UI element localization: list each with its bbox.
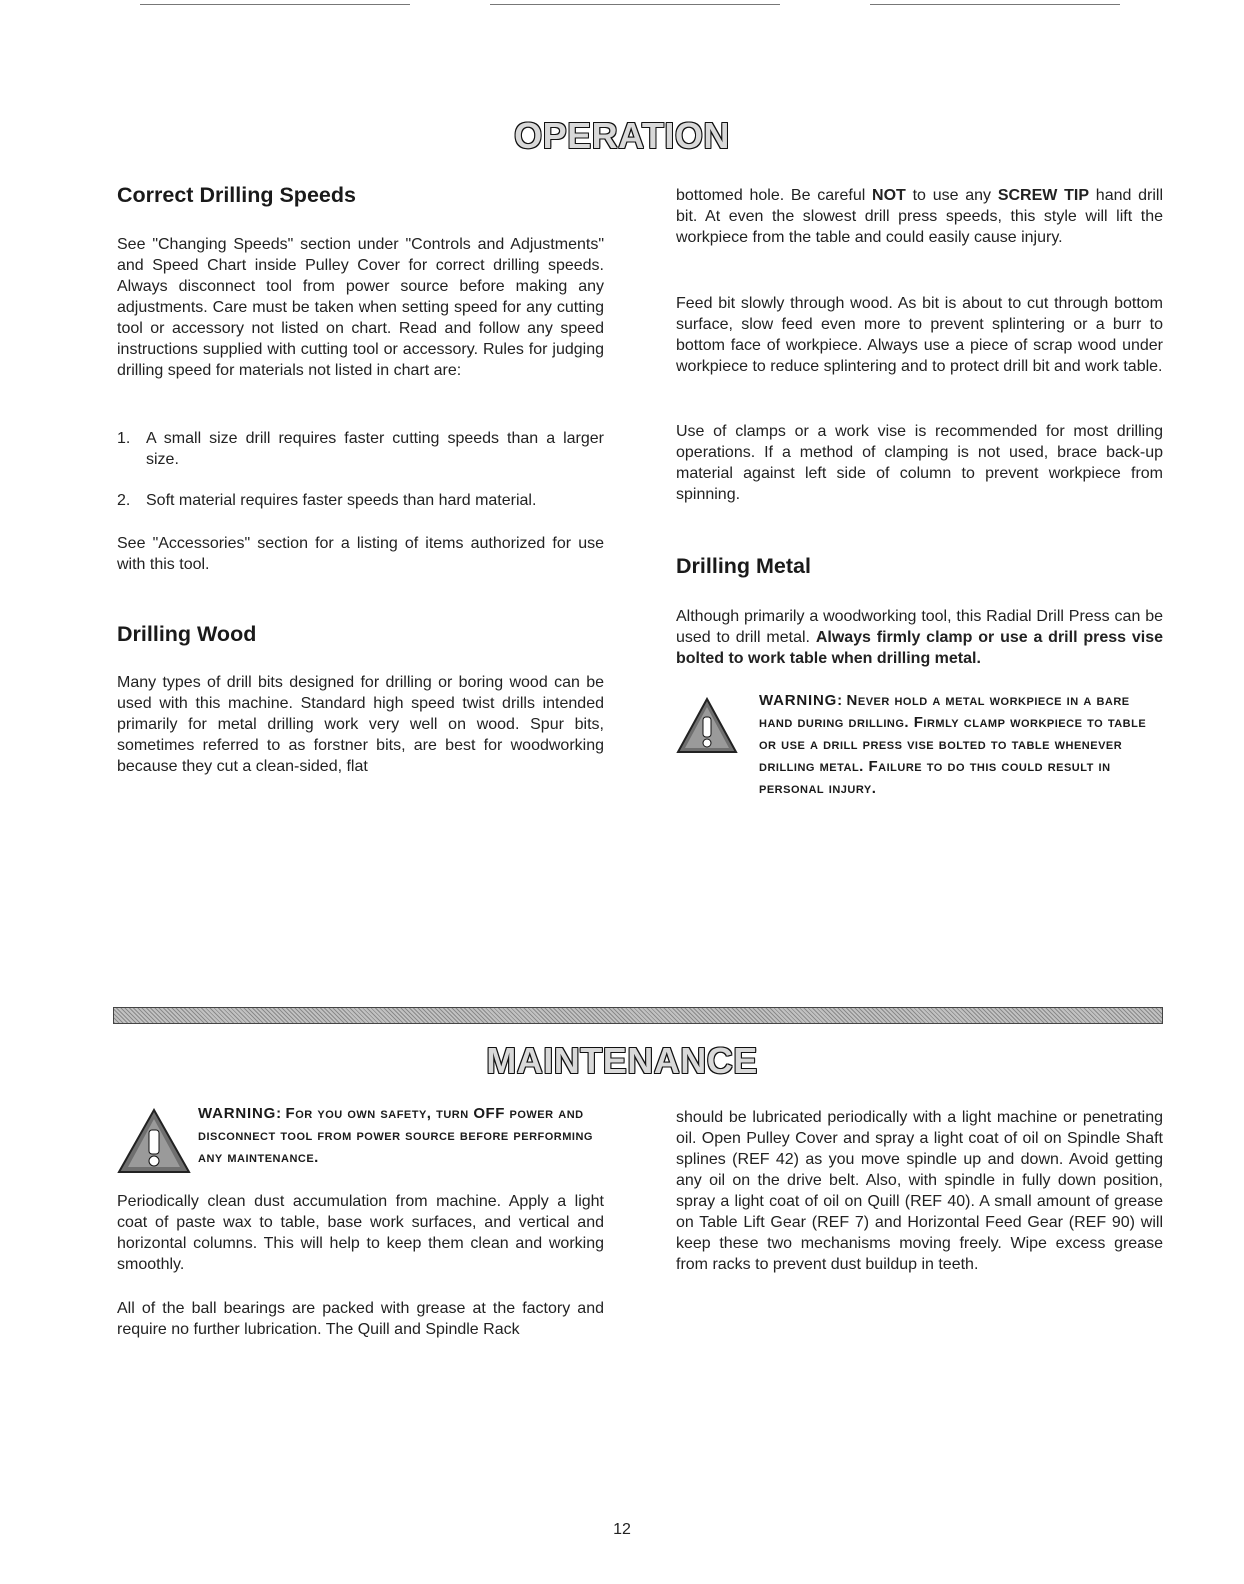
maintenance-p1: Periodically clean dust accumulation from machine. Apply a light coat of paste wax to table, base work surfaces, and vertical and horizontal columns. This will help to keep them clean and working smoothly. [117, 1193, 604, 1273]
maintenance-warning-text [198, 1103, 604, 1169]
speed-rule-number: 2. [117, 492, 131, 509]
scan-artifact-line [490, 4, 780, 5]
maintenance-p2: All of the ball bearings are packed with grease at the factory and require no further lubrication. The Quill and Spindle Rack [117, 1300, 604, 1338]
drilling-metal-p1 [676, 606, 1163, 669]
drilling-wood-p1-cont [676, 185, 1163, 248]
scan-artifact-line [140, 4, 410, 5]
drilling-wood-heading: Drilling Wood [117, 622, 257, 646]
operation-title: OPERATION [514, 115, 730, 156]
wood-screw-tip-emphasis: SCREW TIP [997, 187, 1090, 204]
metal-warning-text [759, 690, 1163, 800]
speed-rule-number: 1. [117, 430, 131, 447]
maintenance-p2-cont: should be lubricated periodically with a light machine or penetrating oil. Open Pulley Cover and spray a light coat of oil on Spindle Shaft splines (REF 42) as you move spindle up and down. Avoid getting any oil on the drive belt. Also, with spindle in fully down position, spray a light coat of oil on Quill (REF 40). A small amount of grease on Table Lift Gear (REF 7) and Horizontal Feed Gear (REF 90) will keep these two mechanisms moving freely. Wipe excess grease from racks to prevent dust buildup in teeth. [676, 1109, 1163, 1273]
metal-warning-label: WARNING: [759, 692, 843, 709]
warning-triangle-icon [117, 1108, 191, 1174]
scan-artifact-line [870, 4, 1120, 5]
drilling-metal-heading: Drilling Metal [676, 554, 811, 578]
accessories-note: See "Accessories" section for a listing of items authorized for use with this tool. [117, 535, 604, 573]
maintenance-warning-body: For you own safety, turn OFF power and disconnect tool from power source before performing any maintenance. [198, 1105, 593, 1166]
warning-triangle-icon [676, 697, 738, 754]
maintenance-warning-label: WARNING: [198, 1105, 282, 1122]
wood-cont-text-a: bottomed hole. Be careful [676, 187, 873, 204]
metal-intro-text: Although primarily a woodworking tool, this Radial Drill Press can be used to drill metal. [676, 608, 1163, 646]
speed-rule-text: A small size drill requires faster cutting speeds than a larger size. [146, 430, 604, 468]
drilling-wood-p2: Feed bit slowly through wood. As bit is about to cut through bottom surface, slow feed even more to prevent splintering or a burr to bottom face of workpiece. Always use a piece of scrap wood under workpiece to reduce splintering and to protect drill bit and work table. [676, 295, 1163, 375]
metal-clamp-emphasis: Always firmly clamp or use a drill press vise bolted to work table when drilling metal. [676, 629, 1164, 667]
page-number: 12 [613, 1521, 631, 1538]
drilling-wood-p3: Use of clamps or a work vise is recommended for most drilling operations. If a method of clamping is not used, brace back-up material against left side of column to prevent workpiece from spinning. [676, 423, 1163, 503]
speeds-intro: See "Changing Speeds" section under "Controls and Adjustments" and Speed Chart inside Pulley Cover for correct drilling speeds. Always disconnect tool from power source before making any adjustments. Care must be taken when setting speed for any cutting tool or accessory not listed on chart. Read and follow any speed instructions supplied with cutting tool or accessory. Rules for judging drilling speed for materials not listed in chart are: [117, 236, 604, 379]
section-divider-bar [113, 1007, 1163, 1024]
wood-cont-text-c: hand drill bit. At even the slowest drill press speeds, this style will lift the workpiece from the table and could easily cause injury. [676, 187, 1164, 246]
speeds-heading: Correct Drilling Speeds [117, 183, 356, 207]
metal-warning-body: Never hold a metal workpiece in a bare hand during drilling. Firmly clamp workpiece to table or use a drill press vise bolted to table whenever drilling metal. Failure to do this could result in personal injury. [759, 692, 1147, 797]
speed-rule-text: Soft material requires faster speeds than hard material. [146, 492, 537, 509]
wood-cont-text-b: to use any [905, 187, 998, 204]
maintenance-title: MAINTENANCE [486, 1040, 758, 1081]
drilling-wood-p1: Many types of drill bits designed for drilling or boring wood can be used with this machine. Standard high speed twist drills intended primarily for metal drilling work very well on wood. Spur bits, sometimes referred to as forstner bits, are best for woodworking because they cut a clean-sided, flat [117, 674, 604, 775]
wood-not-emphasis: NOT [872, 187, 906, 204]
